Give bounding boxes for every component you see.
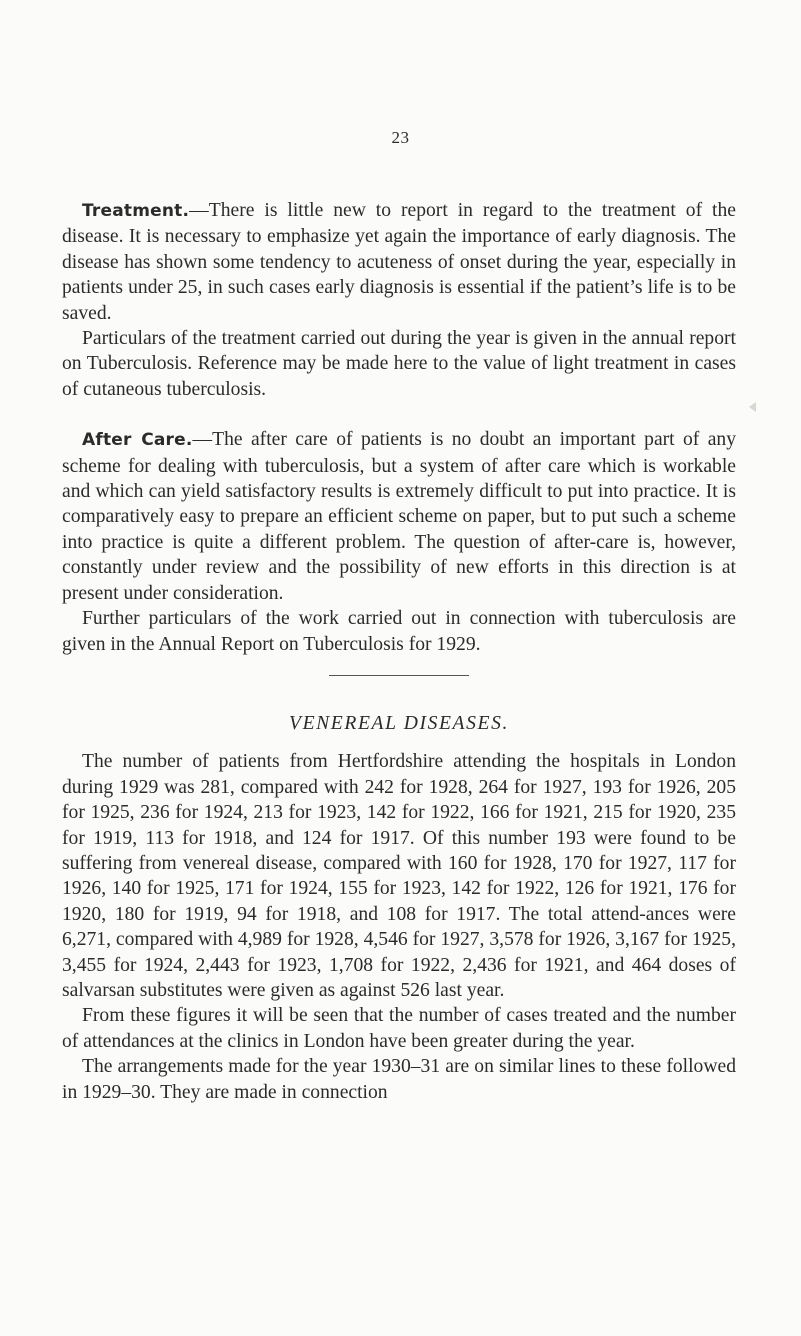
venereal-diseases-section xyxy=(62,711,736,1105)
section-divider xyxy=(329,675,469,676)
treatment-heading: Treatment. xyxy=(82,201,190,221)
treatment-section xyxy=(62,198,736,402)
after-care-heading: After Care. xyxy=(82,430,193,451)
after-care-section xyxy=(62,427,736,657)
venereal-heading: VENEREAL DISEASES. xyxy=(289,712,509,734)
treatment-text-1: —There is little new to report in regard to the treatment of the disease. It is necessary to emphasize yet again the importance of early diagnosis. The disease has shown some tendency to acuteness of onset during the year, especially in patients under 25, in such cases early diagnosis is essential if the patient’s life is to be saved. xyxy=(62,200,736,324)
venereal-paragraph-1: The number of patients from Hertfordshire attending the hospitals in London during 1929 was 281, compared with 242 for 1928, 264 for 1927, 193 for 1926, 205 for 1925, 236 for 1924, 213 for 1923, 142 for 1922, 166 for 1921, 215 for 1920, 235 for 1919, 113 for 1918, and 124 for 1917. Of this number 193 were found to be suffering from venereal disease, compared with 160 for 1928, 170 for 1927, 117 for 1926, 140 for 1925, 171 for 1924, 155 for 1923, 142 for 1922, 126 for 1921, 176 for 1920, 180 for 1919, 94 for 1918, and 108 for 1917. The total attend-ances were 6,271, compared with 4,989 for 1928, 4,546 for 1927, 3,578 for 1926, 3,167 for 1925, 3,455 for 1924, 2,443 for 1923, 1,708 for 1922, 2,436 for 1921, and 464 doses of salvarsan substitutes were given as against 526 last year. xyxy=(62,751,736,1001)
page-number: 23 xyxy=(391,128,410,147)
treatment-paragraph-1 xyxy=(62,198,736,326)
body-text xyxy=(62,198,736,1105)
treatment-paragraph-2: Particulars of the treatment carried out during the year is given in the annual report on Tuberculosis. Reference may be made here to the value of light treatment in cases of cutaneous tuberculosis. xyxy=(62,328,736,400)
after-care-text-1: —The after care of patients is no doubt an important part of any scheme for dealing with tuberculosis, but a system of after care which is workable and which can yield satisfactory results is extremely difficult to put into practice. It is comparatively easy to prepare an efficient scheme on paper, but to put such a scheme into practice is quite a different problem. The question of after-care is, however, constantly under review and the possibility of new efforts in this direction is at present under consideration. xyxy=(62,429,737,604)
after-care-paragraph-1 xyxy=(62,427,736,606)
after-care-paragraph-2: Further particulars of the work carried out in connection with tuberculosis are given in the Annual Report on Tuberculosis for 1929. xyxy=(62,608,736,655)
section-gap xyxy=(62,402,736,427)
margin-mark-icon xyxy=(749,402,756,412)
venereal-paragraph-3: The arrangements made for the year 1930–31 are on similar lines to these followed in 1929–30. They are made in connection xyxy=(62,1056,736,1103)
venereal-paragraph-2: From these figures it will be seen that the number of cases treated and the number of attendances at the clinics in London have been greater during the year. xyxy=(62,1005,736,1052)
